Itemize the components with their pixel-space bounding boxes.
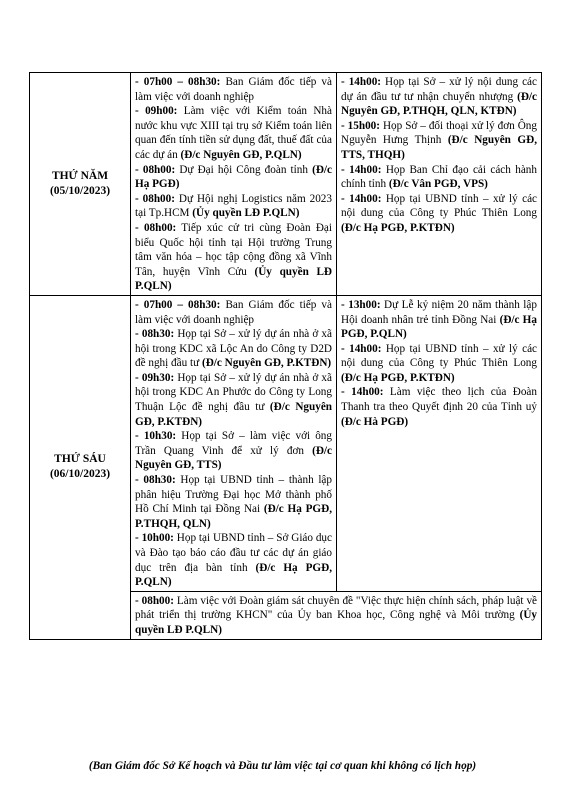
item-time: - 14h00: <box>341 192 382 205</box>
item-attendees: (Đ/c Nguyên GĐ, TTS) <box>135 444 332 472</box>
morning-cell <box>131 295 337 591</box>
item-time: - 08h30: <box>135 474 176 487</box>
schedule-table <box>29 72 542 640</box>
item-attendees: (Đ/c Hạ PGĐ, P.QLN) <box>341 313 537 341</box>
item-time: - 10h30: <box>135 430 177 443</box>
item-attendees: (Đ/c Hạ PGĐ, P.KTĐN) <box>341 371 455 384</box>
item-time: - 13h00: <box>341 298 381 311</box>
item-text: Ban Giám đốc tiếp và làm việc với doanh nghiệp <box>135 298 332 326</box>
item-attendees: (Ủy quyền LĐ P.QLN) <box>135 609 537 636</box>
item-text: Họp tại Sở – làm việc với ông Trần Quang Vinh để xử lý đơn <box>135 430 332 457</box>
item-attendees: (Đ/c Hạ PGĐ, P.KTĐN) <box>341 221 455 234</box>
item-time: - 08h00: <box>135 192 175 205</box>
footnote: (Ban Giám đốc Sở Kế hoạch và Đầu tư làm việc tại cơ quan khi không có lịch họp) <box>88 760 477 772</box>
item-attendees: (Đ/c Nguyên GĐ, TTS, THQH) <box>341 134 537 161</box>
item-time: - 14h00: <box>341 386 384 399</box>
full-day-cell <box>131 591 542 639</box>
item-attendees: (Đ/c Nguyên GĐ, P.QLN) <box>180 148 302 161</box>
item-text: Họp Sở – đối thoại xử lý đơn Ông Nguyễn Hưng Thịnh <box>341 119 537 147</box>
item-text: Họp tại UBND tỉnh – xử lý các nội dung của Công ty Phúc Thiên Long <box>341 342 537 370</box>
item-attendees: (Đ/c Hà PGĐ) <box>341 415 409 428</box>
item-text: Họp tại UBND tỉnh – thành lập phân hiệu Trường Đại học Mở thành phố Hồ Chí Minh tại Đồng Nai <box>135 474 332 516</box>
item-text: Làm việc với Đoàn giám sát chuyên đề "Việc thực hiện chính sách, pháp luật về phát triển thị trường KHCN" của Ủy ban Khoa học, Công nghệ và Môi trường <box>135 594 537 622</box>
item-text: Dự Hội nghị Logistics năm 2023 tại Tp.HCM <box>135 192 332 220</box>
item-attendees: (Đ/c Vân PGĐ, VPS) <box>388 178 488 191</box>
item-text: Dự Lễ kỷ niệm 20 năm thành lập Hội doanh nhân trẻ tỉnh Đồng Nai <box>341 298 537 326</box>
day-cell <box>30 73 131 296</box>
item-time: - 14h00: <box>341 163 382 176</box>
schedule-item <box>135 531 332 589</box>
schedule-item <box>135 371 332 429</box>
item-time: - 15h00: <box>341 119 381 132</box>
item-text: Ban Giám đốc tiếp và làm việc với doanh nghiệp <box>135 76 332 103</box>
item-time: - 10h00: <box>135 532 174 545</box>
item-attendees: (Đ/c Nguyên GĐ, P.THQH, QLN, KTĐN) <box>341 90 537 118</box>
item-text: Tiếp xúc cử tri cùng Đoàn Đại biểu Quốc hội tỉnh tại Hội trường Trung tâm văn hóa – học tập cộng đồng xã Vĩnh Tân, huyện Vĩnh Cửu <box>135 221 332 278</box>
item-time: - 09h30: <box>135 371 175 384</box>
schedule-item <box>341 75 537 119</box>
item-time: - 08h00: <box>135 221 177 234</box>
item-time: - 07h00 – 08h30: <box>135 76 221 88</box>
day-cell <box>30 295 131 639</box>
schedule-item <box>135 594 537 638</box>
item-attendees: (Đ/c Hạ PGĐ, P.QLN) <box>135 561 332 589</box>
item-time: - 08h30: <box>135 328 175 341</box>
schedule-item <box>135 104 332 162</box>
schedule-row-thursday <box>30 73 542 296</box>
schedule-row-friday <box>30 295 542 591</box>
item-text: Họp tại Sở – xử lý dự án nhà ở xã hội trong KDC xã Lộc An do Công ty D2D đề nghị đầu tư <box>135 328 332 370</box>
day-date: (06/10/2023) <box>49 468 111 481</box>
item-attendees: (Ủy quyền LĐ P.QLN) <box>192 207 300 220</box>
afternoon-cell <box>337 73 542 296</box>
item-text: Họp tại Sở – xử lý nội dung các dự án đầu tư tư nhận chuyển nhượng <box>341 76 537 103</box>
item-text: Họp tại Sở – xử lý dự án nhà ở xã hội trong KDC An Phước do Công ty Long Thuận Lộc đề nghị đầu tư <box>135 371 332 414</box>
schedule-item <box>341 385 537 429</box>
item-time: - 07h00 – 08h30: <box>135 298 221 311</box>
item-attendees: (Ủy quyền LĐ P.QLN) <box>135 265 332 293</box>
item-time: - 09h00: <box>135 105 178 118</box>
day-date: (05/10/2023) <box>49 184 111 197</box>
schedule-item <box>341 163 537 192</box>
item-text: Họp tại UBND tỉnh – xử lý các nội dung của Công ty Phúc Thiên Long <box>341 192 537 220</box>
item-time: - 08h00: <box>135 163 176 176</box>
schedule-item <box>341 192 537 236</box>
schedule-item <box>135 429 332 473</box>
item-attendees: (Đ/c Hạ PGĐ) <box>135 163 332 191</box>
item-text: Dự Đại hội Công đoàn tỉnh <box>175 163 313 176</box>
schedule-item <box>135 327 332 371</box>
schedule-item <box>135 75 332 104</box>
schedule-item <box>341 119 537 163</box>
item-attendees: (Đ/c Nguyên GĐ, P.KTĐN) <box>201 357 332 370</box>
item-time: - 08h00: <box>135 594 174 607</box>
schedule-item <box>341 298 537 342</box>
item-attendees: (Đ/c Nguyên GĐ, P.KTĐN) <box>135 401 333 428</box>
schedule-item <box>135 473 332 531</box>
item-text: Làm việc theo lịch của Đoàn Thanh tra theo Quyết định 20 của Tỉnh uỷ <box>341 386 537 414</box>
schedule-item <box>135 163 332 192</box>
item-text: Họp tại UBND tỉnh – Sở Giáo dục và Đào tạo báo cáo đầu tư các dự án giáo dục trên địa bàn tỉnh <box>135 532 332 574</box>
day-label: THỨ SÁU <box>54 453 106 466</box>
schedule-item <box>135 221 332 294</box>
item-time: - 14h00: <box>341 76 382 88</box>
day-label: THỨ NĂM <box>51 169 109 182</box>
schedule-item <box>135 192 332 221</box>
afternoon-cell <box>337 295 542 591</box>
schedule-item <box>135 298 332 327</box>
item-text: Họp Ban Chỉ đạo cải cách hành chính tỉnh <box>341 163 537 191</box>
morning-cell <box>131 73 337 296</box>
item-time: - 14h00: <box>341 342 382 355</box>
item-attendees: (Đ/c Hạ PGĐ, P.THQH, QLN) <box>135 503 332 530</box>
item-text: Làm việc với Kiểm toán Nhà nước khu vực XIII tại trụ sở Kiểm toán liên quan đến tính tiền sử dụng đất, thuế đất của các dự án <box>135 105 332 161</box>
schedule-item <box>341 342 537 386</box>
